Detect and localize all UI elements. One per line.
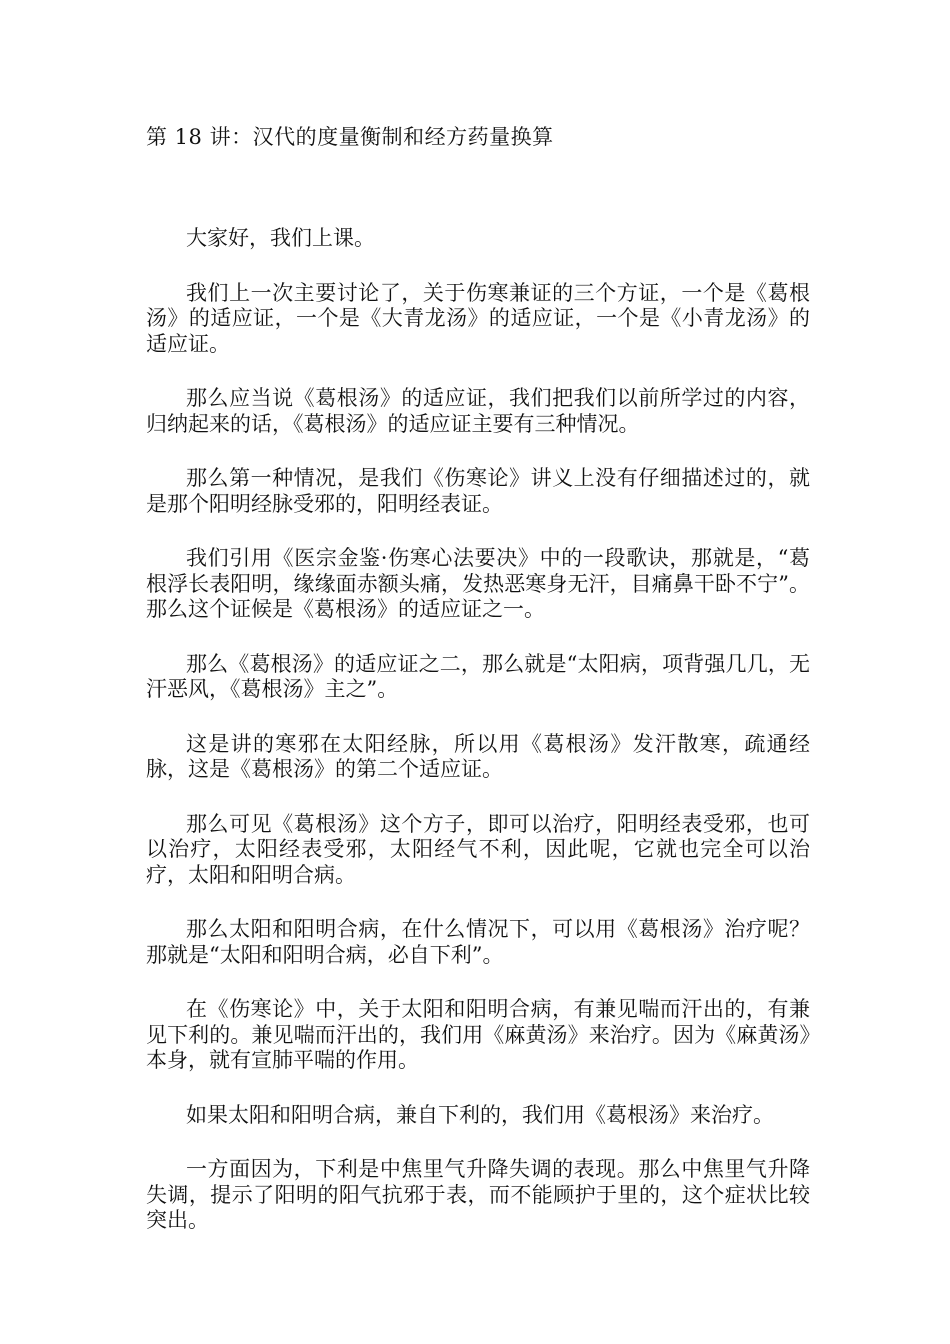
lecture-title: 第 18 讲：汉代的度量衡制和经方药量换算 — [146, 125, 554, 149]
lecture-body — [146, 226, 810, 1263]
paragraph-10: 在《伤寒论》中，关于太阳和阳明合病，有兼见喘而汗出的，有兼见下利的。兼见喘而汗出的，我们用《麻黄汤》来治疗。因为《麻黄汤》本身，就有宣肺平喘的作用。 — [146, 997, 810, 1072]
paragraph-8: 那么可见《葛根汤》这个方子，即可以治疗，阳明经表受邪，也可以治疗，太阳经表受邪，太阳经气不利，因此呢，它就也完全可以治疗，太阳和阳明合病。 — [146, 811, 810, 887]
paragraph-4: 那么第一种情况，是我们《伤寒论》讲义上没有仔细描述过的，就是那个阳明经脉受邪的，阳明经表证。 — [146, 466, 810, 516]
paragraph-5: 我们引用《医宗金鉴·伤寒心法要决》中的一段歌诀，那就是，“葛根浮长表阳明，缘缘面赤额头痛，发热恶寒身无汗，目痛鼻干卧不宁”。那么这个证候是《葛根汤》的适应证之一。 — [146, 546, 810, 621]
paragraph-6: 那么《葛根汤》的适应证之二，那么就是“太阳病，项背强几几，无汗恶风，《葛根汤》主之”。 — [146, 651, 810, 701]
paragraph-1: 大家好，我们上课。 — [186, 226, 375, 250]
paragraph-7: 这是讲的寒邪在太阳经脉，所以用《葛根汤》发汗散寒，疏通经脉，这是《葛根汤》的第二个适应证。 — [146, 731, 810, 781]
paragraph-11: 如果太阳和阳明合病，兼自下利的，我们用《葛根汤》来治疗。 — [186, 1102, 774, 1127]
paragraph-2: 我们上一次主要讨论了，关于伤寒兼证的三个方证，一个是《葛根汤》的适应证，一个是《大青龙汤》的适应证，一个是《小青龙汤》的适应证。 — [146, 280, 810, 356]
paragraph-12: 一方面因为，下利是中焦里气升降失调的表现。那么中焦里气升降失调，提示了阳明的阳气抗邪于表，而不能顾护于里的，这个症状比较突出。 — [146, 1157, 810, 1232]
paragraph-9: 那么太阳和阳明合病，在什么情况下，可以用《葛根汤》治疗呢？那就是“太阳和阳明合病，必自下利”。 — [146, 917, 810, 967]
paragraph-3: 那么应当说《葛根汤》的适应证，我们把我们以前所学过的内容，归纳起来的话，《葛根汤》的适应证主要有三种情况。 — [146, 386, 810, 436]
